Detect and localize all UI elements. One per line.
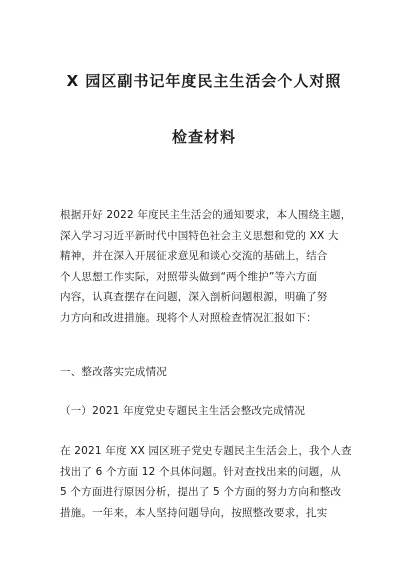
subsection-heading: [60, 401, 360, 422]
section-heading-text: 一、整改落实完成情况: [60, 366, 167, 378]
body-line: 措施。一年来，本人坚持问题导向，按照整改要求，扎实: [60, 506, 328, 519]
body-line: 5 个方面进行原因分析，提出了 5 个方面的努力方向和整改: [60, 486, 342, 498]
subsection-heading-text: （一）2021 年度党史专题民主生活会整改完成情况: [60, 405, 306, 417]
intro-line: 力方向和改进措施。现将个人对照检查情况汇报如下：: [60, 311, 317, 324]
intro-paragraph: [60, 205, 360, 328]
document-title-continued: 检查材料: [171, 128, 236, 146]
intro-line: 个人思想工作实际，对照带头做到“两个维护”等六方面: [60, 270, 318, 283]
intro-line: 内容，认真查摆存在问题，深入剖析问题根源，明确了努: [60, 291, 328, 303]
intro-line: 精神，并在深入开展征求意见和谈心交流的基础上，结合: [60, 250, 328, 262]
body-line: 找出了 6 个方面 12 个具体问题。针对查找出来的问题，从: [60, 465, 341, 478]
body-line: 在 2021 年度 XX 园区班子党史专题民主生活会上，我个人查: [60, 445, 352, 457]
section-heading: [60, 362, 360, 383]
intro-line: 深入学习习近平新时代中国特色社会主义思想和党的 XX 大: [60, 229, 339, 242]
intro-line: 根据开好 2022 年度民主生活会的通知要求，本人围绕主题，: [60, 209, 352, 221]
body-paragraph: [60, 441, 360, 523]
document-title: X 园区副书记年度民主生活会个人对照: [66, 72, 342, 90]
